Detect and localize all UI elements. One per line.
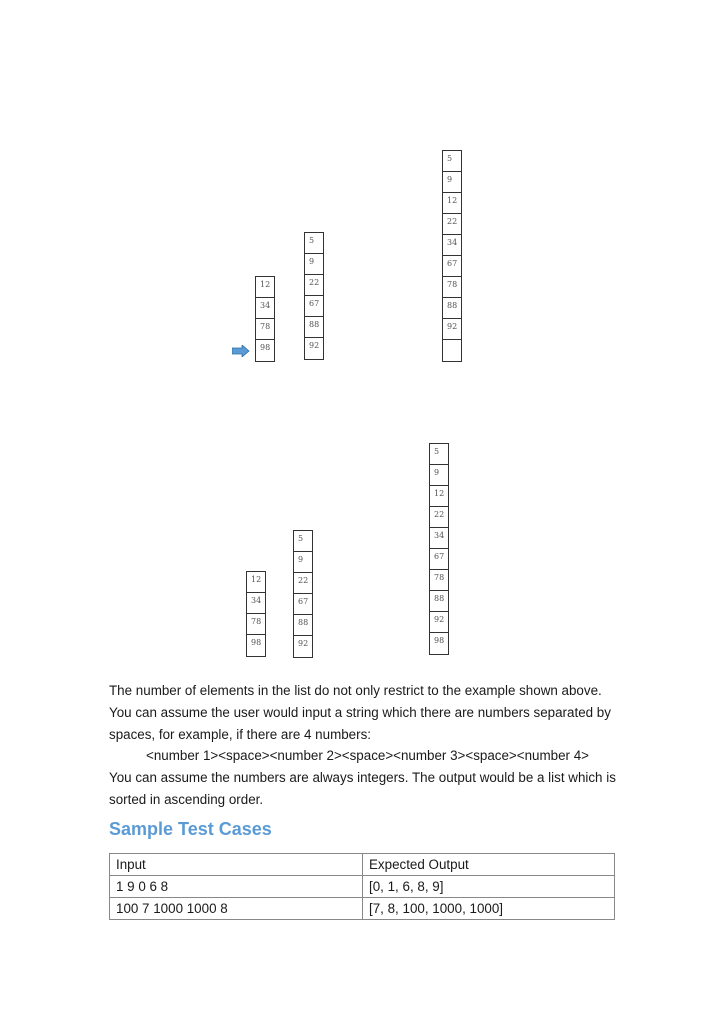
figure2-merged-array-cell: 67 (430, 549, 448, 570)
figure2-left-array-cell: 98 (251, 638, 262, 647)
figure2-merged-array-cell: 5 (430, 444, 448, 465)
figure2-merged-array-cell: 34 (430, 528, 448, 549)
figure1-left-array-cell: 12 (256, 277, 274, 298)
figure2-middle-array-cell: 67 (294, 594, 312, 615)
pointer-arrow-icon (232, 345, 250, 357)
sample-test-cases-heading: Sample Test Cases (109, 819, 272, 839)
figure1-middle-array-cell: 9 (305, 254, 323, 275)
figure2-middle-array-cell: 9 (294, 552, 312, 573)
description-text (109, 680, 619, 811)
figure1-merged-array-cell: 9 (443, 172, 461, 193)
input-format-line: <number 1><space><number 2><space><number 3><space><number 4> (146, 748, 589, 764)
figure1-merged-array (442, 150, 462, 362)
figure2-middle-array-cell: 22 (294, 573, 312, 594)
table-cell-expected-output: [0, 1, 6, 8, 9] (363, 876, 615, 898)
figure2-merged-array-cell: 88 (430, 591, 448, 612)
figure2-merged-array-cell: 98 (434, 636, 445, 645)
figure1-middle-array-cell: 22 (305, 275, 323, 296)
figure1-left-array-cell: 78 (256, 319, 274, 340)
figure1-merged-array-cell: 12 (443, 193, 461, 214)
figure1-merged-array-cell: 88 (443, 298, 461, 319)
figure2-left-array (246, 571, 266, 657)
figure2-merged-array-cell: 92 (430, 612, 448, 633)
figure1-left-array (255, 276, 275, 362)
figure1-merged-array-cell: 78 (443, 277, 461, 298)
table-header-expected-output: Expected Output (363, 854, 615, 876)
figure2-merged-array (429, 443, 449, 655)
figure2-left-array-cell: 12 (247, 572, 265, 593)
figure1-middle-array (304, 232, 324, 360)
figure1-middle-array-cell: 67 (305, 296, 323, 317)
figure2-merged-array-cell: 9 (430, 465, 448, 486)
figure2-merged-array-cell: 22 (430, 507, 448, 528)
figure1-merged-array-cell: 34 (443, 235, 461, 256)
description-paragraph-1: The number of elements in the list do not only restrict to the example shown above. You can assume the user would input a string which there are numbers separated by spaces, for example, if there are 4 numbers: (109, 683, 611, 742)
figure1-middle-array-cell: 92 (309, 341, 320, 350)
figure1-merged-array-cell (443, 340, 461, 361)
description-paragraph-2: You can assume the numbers are always integers. The output would be a list which is sorted in ascending order. (109, 770, 616, 807)
figure2-merged-array-cell: 78 (430, 570, 448, 591)
figure2-middle-array-cell: 5 (294, 531, 312, 552)
figure2-left-array-cell: 34 (247, 593, 265, 614)
figure2-middle-array-cell: 92 (298, 639, 309, 648)
figure1-merged-array-cell: 22 (443, 214, 461, 235)
figure1-middle-array-cell: 5 (305, 233, 323, 254)
figure2-left-array-cell: 78 (247, 614, 265, 635)
table-cell-input: 1 9 0 6 8 (110, 876, 363, 898)
figure1-middle-array-cell: 88 (305, 317, 323, 338)
table-row (110, 876, 615, 898)
figure1-merged-array-cell: 92 (443, 319, 461, 340)
table-row (110, 898, 615, 920)
figure1-merged-array-cell: 67 (443, 256, 461, 277)
figure2-middle-array-cell: 88 (294, 615, 312, 636)
table-cell-expected-output: [7, 8, 100, 1000, 1000] (363, 898, 615, 920)
table-header-row (110, 854, 615, 876)
figure1-merged-array-cell: 5 (443, 151, 461, 172)
figure2-middle-array (293, 530, 313, 658)
table-cell-input: 100 7 1000 1000 8 (110, 898, 363, 920)
table-header-input: Input (110, 854, 363, 876)
figure1-left-array-cell: 98 (260, 343, 271, 352)
figure1-left-array-cell: 34 (256, 298, 274, 319)
figure2-merged-array-cell: 12 (430, 486, 448, 507)
sample-test-cases-table (109, 853, 615, 920)
